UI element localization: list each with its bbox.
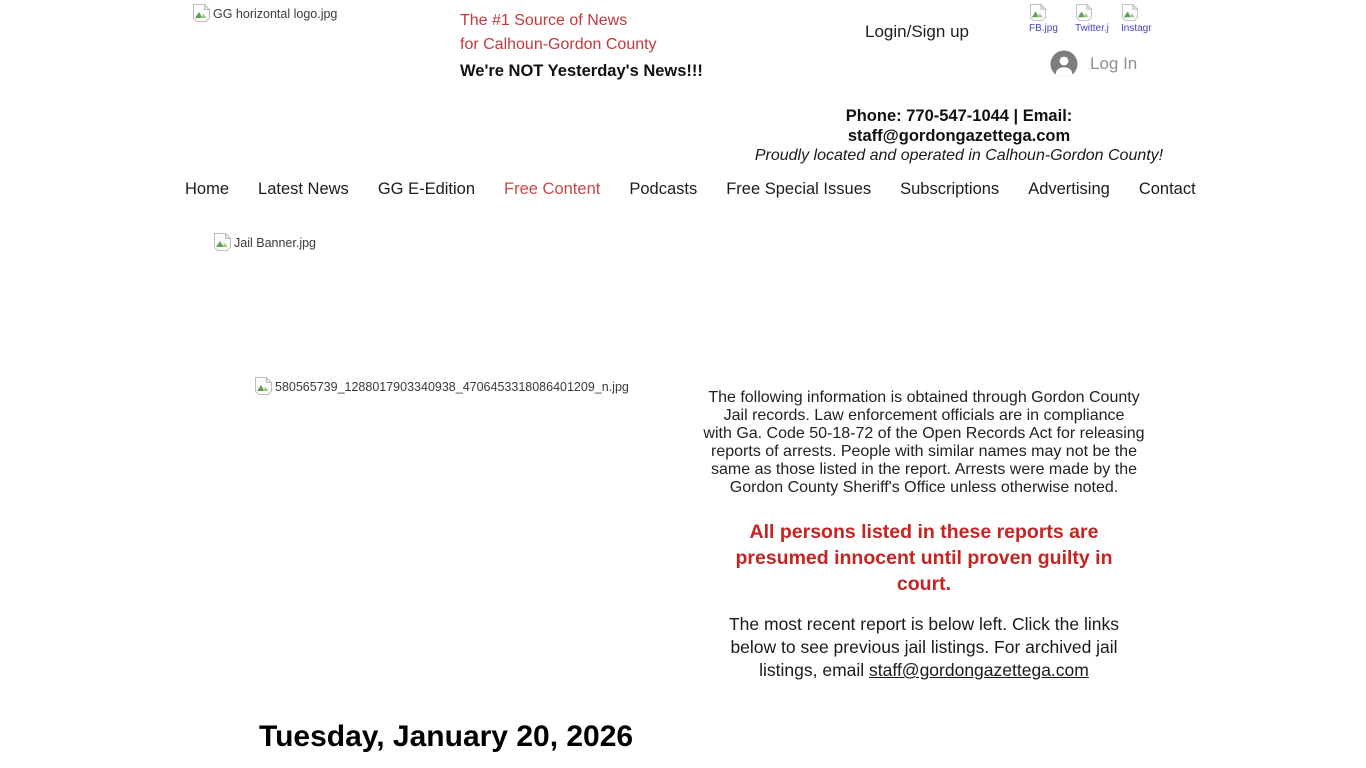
mugshot-broken-image bbox=[254, 376, 629, 396]
contact-location-line: Proudly located and operated in Calhoun-Gordon County! bbox=[754, 147, 1164, 164]
instructions-link-prefix: listings, email bbox=[759, 660, 870, 680]
archived-listings-email-link[interactable]: staff@gordongazettega.com bbox=[869, 660, 1089, 680]
disclaimer-line: reports of arrests. People with similar names may not be the bbox=[711, 443, 1137, 460]
facebook-alt-text: FB.jpg bbox=[1029, 23, 1058, 34]
logo-alt-text: GG horizontal logo.jpg bbox=[213, 7, 338, 21]
nav-item-contact[interactable]: Contact bbox=[1138, 180, 1196, 198]
jail-banner-alt-text: Jail Banner.jpg bbox=[234, 236, 317, 250]
disclaimer-line: same as those listed in the report. Arrests were made by the bbox=[711, 461, 1137, 478]
site-motto: We're NOT Yesterday's News!!! bbox=[460, 62, 703, 80]
log-in-label: Log In bbox=[1090, 54, 1138, 73]
nav-item-latest-news[interactable]: Latest News bbox=[258, 180, 349, 198]
twitter-alt-text: Twitter.j bbox=[1075, 23, 1109, 34]
instagram-alt-text: Instagr bbox=[1121, 23, 1152, 34]
warning-line: court. bbox=[896, 573, 952, 595]
warning-line: presumed innocent until proven guilty in bbox=[735, 547, 1113, 569]
site-logo-broken-image[interactable] bbox=[192, 3, 337, 23]
tagline-line1: The #1 Source of News bbox=[460, 12, 628, 29]
instructions-line: The most recent report is below left. Click the links bbox=[728, 614, 1119, 634]
nav-item-free-content[interactable]: Free Content bbox=[504, 180, 601, 198]
tagline-line2: for Calhoun-Gordon County bbox=[460, 36, 657, 53]
warning-line: All persons listed in these reports are bbox=[749, 521, 1099, 543]
jail-records-disclaimer bbox=[692, 389, 1156, 497]
nav-item-free-special-issues[interactable]: Free Special Issues bbox=[726, 180, 872, 198]
log-in-button[interactable] bbox=[1050, 50, 1137, 78]
site-tagline bbox=[460, 9, 657, 57]
contact-info bbox=[739, 106, 1179, 166]
nav-item-gg-e-edition[interactable]: GG E-Edition bbox=[377, 180, 476, 198]
nav-item-home[interactable]: Home bbox=[185, 180, 230, 198]
twitter-link-broken-image[interactable] bbox=[1075, 3, 1113, 34]
jail-banner-broken-image bbox=[213, 232, 316, 252]
report-date-heading: Tuesday, January 20, 2026 bbox=[259, 720, 634, 753]
social-links bbox=[1029, 3, 1159, 34]
broken-image-icon bbox=[1029, 3, 1047, 22]
broken-image-icon bbox=[254, 376, 273, 396]
disclaimer-line: Gordon County Sheriff's Office unless otherwise noted. bbox=[729, 479, 1119, 496]
nav-item-subscriptions[interactable]: Subscriptions bbox=[900, 180, 1000, 198]
nav-item-advertising[interactable]: Advertising bbox=[1028, 180, 1110, 198]
facebook-link-broken-image[interactable] bbox=[1029, 3, 1067, 34]
broken-image-icon bbox=[213, 232, 232, 252]
disclaimer-line: with Ga. Code 50-18-72 of the Open Records Act for releasing bbox=[703, 425, 1145, 442]
nav-item-podcasts[interactable]: Podcasts bbox=[629, 180, 698, 198]
avatar-icon bbox=[1050, 50, 1078, 78]
presumed-innocent-warning bbox=[692, 519, 1156, 597]
instructions-line: below to see previous jail listings. For archived jail bbox=[730, 637, 1118, 657]
instructions-line bbox=[692, 659, 1156, 682]
instagram-link-broken-image[interactable] bbox=[1121, 3, 1159, 34]
main-nav bbox=[185, 180, 1196, 199]
broken-image-icon bbox=[1121, 3, 1139, 22]
login-signup-link[interactable]: Login/Sign up bbox=[865, 22, 969, 41]
contact-phone-line: Phone: 770-547-1044 | Email: bbox=[845, 107, 1073, 125]
broken-image-icon bbox=[1075, 3, 1093, 22]
broken-image-icon bbox=[192, 3, 211, 23]
disclaimer-line: Jail records. Law enforcement officials are in compliance bbox=[723, 407, 1125, 424]
disclaimer-line: The following information is obtained through Gordon County bbox=[708, 389, 1140, 406]
mugshot-alt-text: 580565739_1288017903340938_4706453318086401209_n.jpg bbox=[275, 380, 629, 394]
contact-email: staff@gordongazettega.com bbox=[847, 127, 1071, 145]
report-instructions bbox=[692, 613, 1156, 682]
